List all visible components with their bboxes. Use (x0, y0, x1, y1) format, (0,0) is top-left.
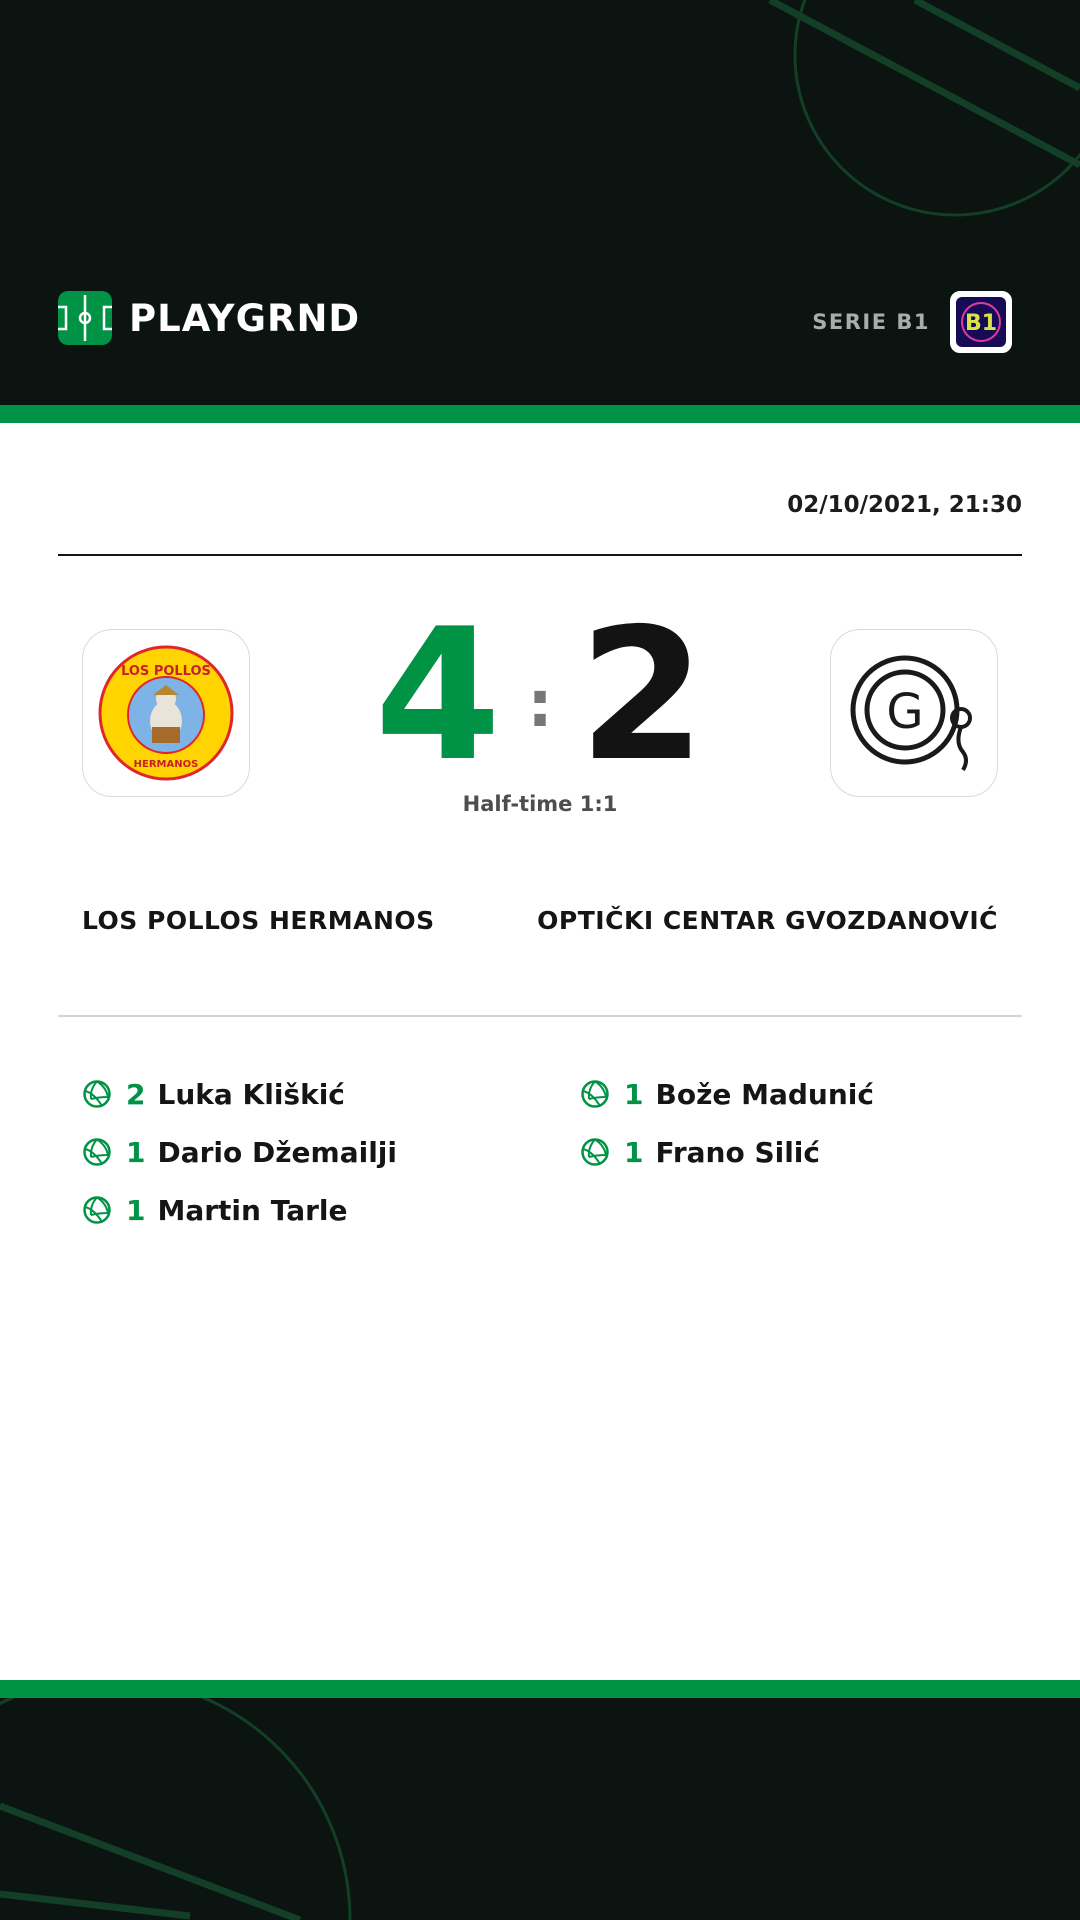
player-name[interactable]: Luka Kliškić (157, 1077, 345, 1111)
home-team-name[interactable]: LOS POLLOS HERMANOS (82, 906, 435, 935)
football-icon (82, 1079, 112, 1109)
football-icon (82, 1137, 112, 1167)
scorer-item (580, 1065, 1020, 1123)
player-name[interactable]: Frano Silić (655, 1135, 820, 1169)
accent-bar-bottom (0, 1680, 1080, 1698)
match-datetime: 02/10/2021, 21:30 (787, 492, 1022, 518)
away-team-name[interactable]: OPTIČKI CENTAR GVOZDANOVIĆ (537, 906, 998, 935)
league-badge-icon (950, 291, 1012, 353)
player-name[interactable]: Bože Madunić (655, 1077, 874, 1111)
scorer-item (82, 1123, 522, 1181)
away-scorers-list (580, 1065, 1020, 1181)
league-info[interactable] (812, 291, 1012, 353)
score-separator: : (527, 668, 553, 742)
football-icon (82, 1195, 112, 1225)
away-score: 2 (578, 589, 706, 801)
league-badge-text: B1 (964, 311, 998, 336)
halftime-score: Half-time 1:1 (462, 792, 618, 816)
scoreboard (0, 589, 1080, 801)
football-icon (580, 1079, 610, 1109)
goal-count: 1 (624, 1077, 644, 1111)
goal-count: 1 (624, 1135, 644, 1169)
header-banner (0, 0, 1080, 405)
scorer-item (82, 1181, 522, 1239)
goal-count: 1 (126, 1193, 146, 1227)
football-icon (580, 1137, 610, 1167)
crest-letter: G (886, 684, 924, 740)
goal-count: 2 (126, 1077, 146, 1111)
footer-banner (0, 1698, 1080, 1920)
home-scorers-list (82, 1065, 522, 1239)
player-name[interactable]: Martin Tarle (157, 1193, 348, 1227)
pitch-decoration (0, 1698, 1080, 1920)
scorer-item (82, 1065, 522, 1123)
football-pitch-icon (58, 291, 112, 345)
scorer-item (580, 1123, 1020, 1181)
player-name[interactable]: Dario Džemailji (157, 1135, 398, 1169)
divider (58, 554, 1022, 556)
accent-bar-top (0, 405, 1080, 423)
home-score: 4 (374, 589, 502, 801)
league-name: SERIE B1 (812, 310, 930, 334)
crest-bottom-text: HERMANOS (133, 759, 199, 770)
crest-top-text: LOS POLLOS (121, 664, 211, 679)
brand[interactable] (58, 291, 360, 345)
divider-light (58, 1015, 1022, 1017)
brand-name: PLAYGRND (129, 296, 361, 340)
goal-count: 1 (126, 1135, 146, 1169)
